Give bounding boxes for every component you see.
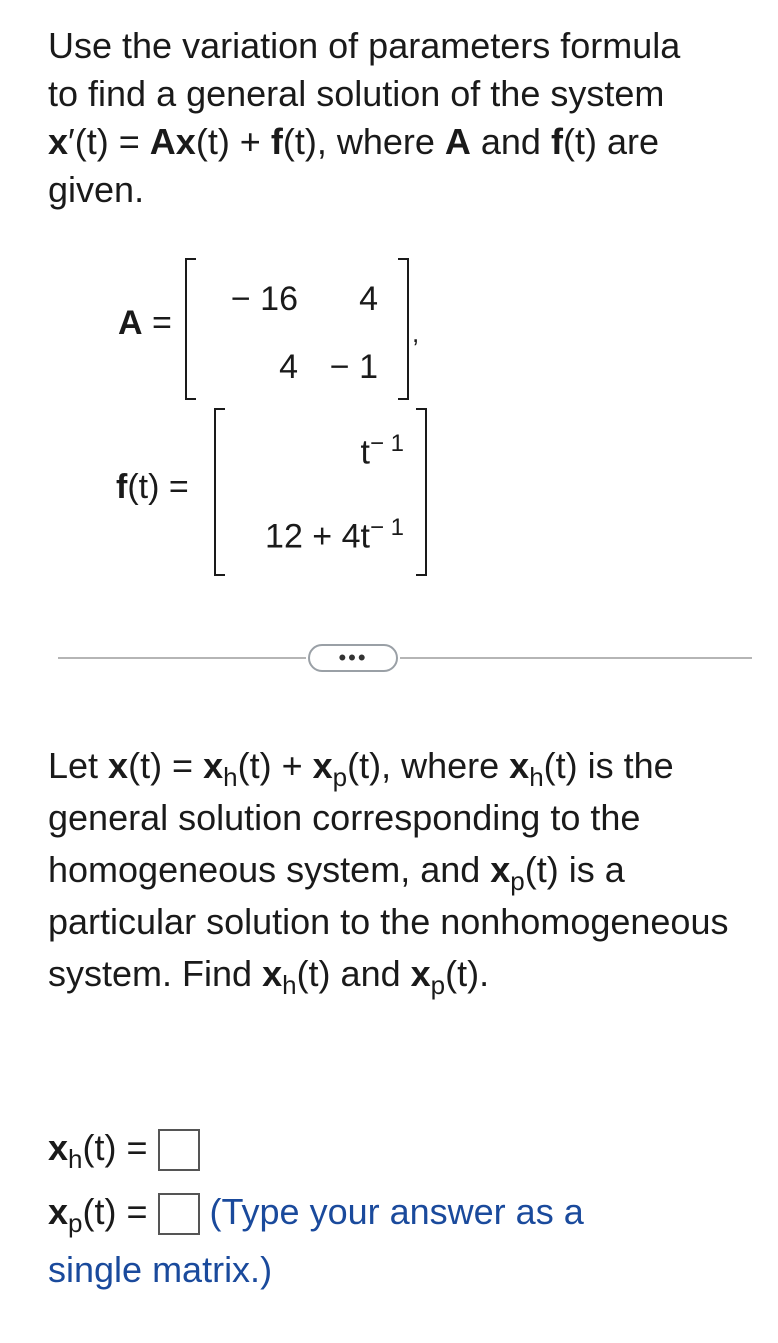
subscript-p: p [68,1208,83,1238]
xh-answer-row [48,1124,200,1172]
subscript-p: p [430,970,446,1000]
xh-var: x [48,1127,69,1168]
matrix-a-label [118,304,172,343]
matrix-a-r2c2: − 1 [329,348,378,386]
x-bold: x [48,121,69,162]
xh-answer-input[interactable] [158,1129,200,1171]
text: (t) + [195,121,271,162]
xp-bold: x [490,849,511,890]
text: (t) = [128,745,204,786]
matrix-a-left-bracket [185,258,196,400]
prompt-line-4: given. [48,169,145,210]
label-bold: f [116,468,128,506]
f-bold: f [270,121,283,162]
ax-bold: Ax [149,121,196,162]
subscript-p: p [332,762,348,792]
subscript-h: h [68,1144,83,1174]
xp-bold: x [410,953,431,994]
text: (t). [445,953,490,994]
vector-f-row-1 [240,430,404,472]
vector-f-right-bracket [416,408,427,576]
text: (t) and [296,953,411,994]
divider-left [58,657,306,659]
answer-hint: (Type your answer as a [209,1191,584,1232]
vector-f-row-2 [230,514,404,556]
text: (t) is the general solution corresponding to the homogeneous system, and [48,745,674,890]
vector-f-left-bracket [214,408,225,576]
prompt-line-2: to find a general solution of the system [48,73,665,114]
matrix-a-comma: , [412,318,420,348]
x-bold: x [108,745,129,786]
xh-equals: (t) = [82,1127,148,1168]
text: (t) + [237,745,313,786]
text: (t), where [347,745,510,786]
base: t [360,433,370,472]
subscript-p: p [510,866,525,896]
instructions-paragraph [48,740,748,1000]
xp-bold: x [312,745,333,786]
xp-answer-input[interactable] [158,1193,200,1235]
xp-equals: (t) = [82,1191,148,1232]
subscript-h: h [282,970,297,1000]
f-bold-2: f [550,121,563,162]
text: ′(t) = [68,121,150,162]
matrix-a-r1c1: − 16 [230,280,298,318]
xh-bold: x [203,745,224,786]
problem-statement [48,22,748,214]
text: (t) is a particular solution to the nonhomogeneous system. Find [48,849,729,994]
text: (t), where [282,121,445,162]
base: 12 + 4t [265,517,370,556]
label-bold: A [118,304,143,342]
prompt-line-3 [48,118,748,166]
answer-hint-line-2: single matrix.) [48,1249,273,1290]
text: and [470,121,551,162]
show-more-button[interactable]: ••• [308,644,398,672]
a-bold: A [444,121,471,162]
label-rest: (t) = [127,468,189,506]
matrix-a-r2c1: 4 [279,348,298,386]
exponent: − 1 [369,430,404,457]
text: Let [48,745,109,786]
divider-right [400,657,752,659]
vector-f-label [116,468,189,507]
xh-bold: x [509,745,530,786]
matrix-a-right-bracket [398,258,409,400]
prompt-line-1: Use the variation of parameters formula [48,25,681,66]
exponent: − 1 [369,514,404,541]
subscript-h: h [529,762,544,792]
xp-answer-row [48,1188,584,1236]
label-rest: = [142,304,172,342]
subscript-h: h [223,762,238,792]
xp-var: x [48,1191,69,1232]
matrix-a-r1c2: 4 [359,280,378,318]
xh-bold: x [262,953,283,994]
text: (t) are [562,121,659,162]
